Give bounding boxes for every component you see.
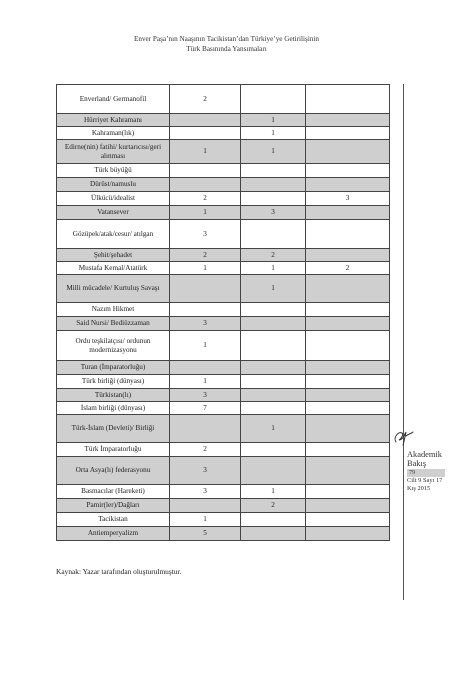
count-cell-2: 1	[241, 140, 306, 164]
table-row	[57, 127, 390, 140]
table-row	[57, 262, 390, 275]
count-cell-3	[306, 389, 390, 402]
row-label-cell: Mustafa Kemal/Atatürk	[57, 262, 170, 275]
count-cell-1: 3	[170, 457, 241, 485]
count-cell-3	[306, 249, 390, 262]
count-cell-3	[306, 220, 390, 249]
row-label-cell: Hürriyet Kahramanı	[57, 114, 170, 127]
table-row	[57, 485, 390, 499]
count-cell-2	[241, 443, 306, 457]
table-body	[57, 85, 390, 541]
count-cell-3	[306, 457, 390, 485]
count-cell-3: 2	[306, 262, 390, 275]
table-row	[57, 85, 390, 114]
count-cell-2	[241, 192, 306, 206]
table-row	[57, 114, 390, 127]
row-label-cell: Tacikistan	[57, 513, 170, 527]
count-cell-1: 2	[170, 249, 241, 262]
row-label-cell: Enverland/ Germanofil	[57, 85, 170, 114]
row-label-cell: Vatansever	[57, 206, 170, 220]
table-row	[57, 389, 390, 402]
count-cell-2	[241, 317, 306, 331]
journal-volume: Cilt 9 Sayı 17	[407, 477, 443, 484]
count-cell-1	[170, 178, 241, 192]
count-cell-3	[306, 513, 390, 527]
journal-name-line-1: Akademik	[407, 450, 442, 459]
table-row	[57, 499, 390, 513]
count-cell-2	[241, 331, 306, 361]
count-cell-1	[170, 275, 241, 303]
count-cell-3	[306, 140, 390, 164]
table-row	[57, 331, 390, 361]
table-row	[57, 527, 390, 541]
count-cell-3	[306, 275, 390, 303]
count-cell-2	[241, 375, 306, 389]
count-cell-3	[306, 114, 390, 127]
running-header	[0, 34, 453, 54]
count-cell-3	[306, 85, 390, 114]
table-source-note: Kaynak: Yazar tarafından oluşturulmuştur.	[56, 567, 182, 576]
count-cell-1: 3	[170, 485, 241, 499]
row-label-cell: Kahraman(lık)	[57, 127, 170, 140]
table-row	[57, 443, 390, 457]
table-row	[57, 317, 390, 331]
table-row	[57, 415, 390, 443]
count-cell-1: 1	[170, 140, 241, 164]
count-cell-1: 2	[170, 192, 241, 206]
count-cell-2	[241, 361, 306, 375]
count-cell-1: 1	[170, 206, 241, 220]
count-cell-3	[306, 317, 390, 331]
count-cell-3	[306, 361, 390, 375]
row-label-cell: Şehit/şehadet	[57, 249, 170, 262]
table-row	[57, 402, 390, 415]
journal-name-line-2: Bakış	[407, 459, 427, 468]
table-row	[57, 140, 390, 164]
row-label-cell: Türk İmparatorluğu	[57, 443, 170, 457]
count-cell-2: 1	[241, 262, 306, 275]
count-cell-1: 1	[170, 262, 241, 275]
count-cell-1: 5	[170, 527, 241, 541]
count-cell-1: 2	[170, 85, 241, 114]
count-cell-2: 2	[241, 499, 306, 513]
table-row	[57, 178, 390, 192]
table-row	[57, 220, 390, 249]
count-cell-3	[306, 178, 390, 192]
row-label-cell: Turan (İmparatorluğu)	[57, 361, 170, 375]
row-label-cell: Pamir(ler)/Dağları	[57, 499, 170, 513]
count-cell-3	[306, 206, 390, 220]
table-row	[57, 249, 390, 262]
count-cell-2: 1	[241, 114, 306, 127]
count-cell-2	[241, 402, 306, 415]
page-number: 79	[407, 469, 445, 477]
journal-info	[407, 450, 445, 493]
row-label-cell: Said Nursi/ Bediüzzaman	[57, 317, 170, 331]
count-cell-1	[170, 415, 241, 443]
count-cell-3	[306, 402, 390, 415]
count-cell-1	[170, 361, 241, 375]
table-row	[57, 206, 390, 220]
table-row	[57, 457, 390, 485]
count-cell-2	[241, 389, 306, 402]
count-cell-1	[170, 164, 241, 178]
count-cell-3	[306, 499, 390, 513]
table-row	[57, 375, 390, 389]
table-row	[57, 164, 390, 178]
count-cell-1	[170, 114, 241, 127]
count-cell-2: 1	[241, 127, 306, 140]
count-cell-2	[241, 164, 306, 178]
journal-season: Kış 2015	[407, 485, 431, 492]
count-cell-3	[306, 331, 390, 361]
count-cell-1	[170, 303, 241, 317]
count-cell-1: 1	[170, 331, 241, 361]
count-cell-2	[241, 513, 306, 527]
row-label-cell: Türk-İslam (Devleti)/ Birliği	[57, 415, 170, 443]
row-label-cell: Türk birliği (dünyası)	[57, 375, 170, 389]
row-label-cell: Gözüpek/atak/cesur/ atılgan	[57, 220, 170, 249]
table-row	[57, 275, 390, 303]
count-cell-1	[170, 499, 241, 513]
row-label-cell: Türk büyüğü	[57, 164, 170, 178]
header-line-2: Türk Basınında Yansımaları	[186, 45, 267, 53]
count-cell-1: 1	[170, 375, 241, 389]
count-cell-1: 1	[170, 513, 241, 527]
count-cell-2: 1	[241, 275, 306, 303]
count-cell-2	[241, 220, 306, 249]
count-cell-3	[306, 485, 390, 499]
count-cell-1: 3	[170, 317, 241, 331]
count-cell-1: 2	[170, 443, 241, 457]
count-cell-2: 2	[241, 249, 306, 262]
count-cell-1	[170, 127, 241, 140]
count-cell-3	[306, 164, 390, 178]
margin-rule	[403, 84, 404, 600]
count-cell-2	[241, 303, 306, 317]
count-cell-2: 1	[241, 415, 306, 443]
header-line-1: Enver Paşa’nın Naaşının Tacikistan’dan Türkiye’ye Getirilişinin	[133, 35, 320, 43]
table-row	[57, 192, 390, 206]
count-cell-3	[306, 527, 390, 541]
row-label-cell: Dürüst/namuslu	[57, 178, 170, 192]
row-label-cell: Türkistan(lı)	[57, 389, 170, 402]
count-cell-3	[306, 375, 390, 389]
count-cell-3	[306, 415, 390, 443]
row-label-cell: Orta Asya(lı) federasyonu	[57, 457, 170, 485]
count-cell-2	[241, 527, 306, 541]
table-row	[57, 303, 390, 317]
table-row	[57, 361, 390, 375]
count-cell-1: 7	[170, 402, 241, 415]
row-label-cell: Edirne(nin) fatihi/ kurtarıcısı/geri alınması	[57, 140, 170, 164]
journal-logo-icon	[392, 426, 416, 448]
count-cell-2	[241, 457, 306, 485]
count-cell-2: 1	[241, 485, 306, 499]
count-cell-2: 3	[241, 206, 306, 220]
count-cell-3	[306, 303, 390, 317]
row-label-cell: İslam birliği (dünyası)	[57, 402, 170, 415]
row-label-cell: Antiemperyalizm	[57, 527, 170, 541]
count-cell-1: 3	[170, 389, 241, 402]
row-label-cell: Milli mücadele/ Kurtuluş Savaşı	[57, 275, 170, 303]
count-cell-2	[241, 85, 306, 114]
count-cell-2	[241, 178, 306, 192]
count-cell-3: 3	[306, 192, 390, 206]
row-label-cell: Basmacılar (Hareketi)	[57, 485, 170, 499]
count-cell-3	[306, 127, 390, 140]
data-table	[56, 84, 390, 541]
row-label-cell: Nazım Hikmet	[57, 303, 170, 317]
table-row	[57, 513, 390, 527]
row-label-cell: Ülkücü/idealist	[57, 192, 170, 206]
count-cell-3	[306, 443, 390, 457]
count-cell-1: 3	[170, 220, 241, 249]
row-label-cell: Ordu teşkilatçısı/ ordunun modernizasyonu	[57, 331, 170, 361]
